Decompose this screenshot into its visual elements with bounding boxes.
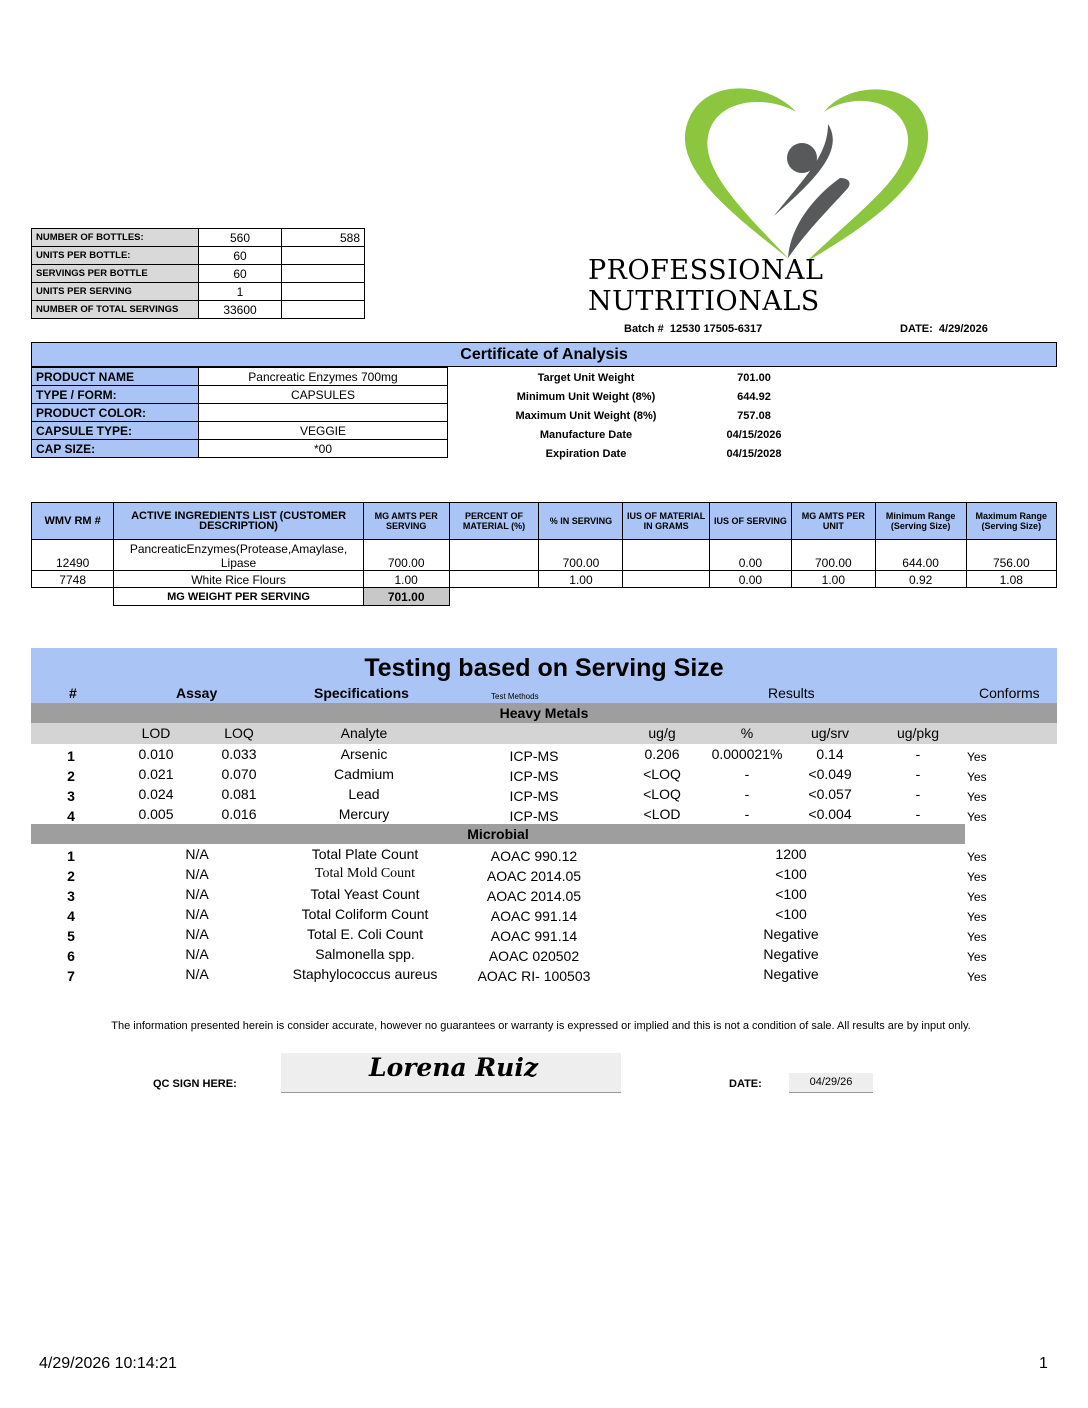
ingredient-cell [449, 571, 539, 588]
micro-assay: N/A [185, 886, 209, 902]
count-value-alt [282, 265, 365, 283]
count-value-alt [282, 301, 365, 319]
spec-value: 757.08 [737, 409, 771, 422]
micro-conf: Yes [967, 970, 987, 984]
ingredient-cell: White Rice Flours [114, 571, 363, 588]
product-value: CAPSULES [199, 386, 448, 404]
heavy-metals-header: Heavy Metals [31, 703, 1057, 723]
heavy-conf: Yes [967, 810, 987, 824]
heavy-ugg: <LOQ [643, 766, 681, 782]
spec-label: Minimum Unit Weight (8%) [516, 390, 656, 403]
micro-n: 6 [67, 948, 75, 964]
micro-result: 1200 [775, 846, 807, 862]
heavy-ugg: <LOD [643, 806, 681, 822]
heavy-ugpkg: - [915, 766, 921, 782]
col-specifications: Specifications [314, 685, 409, 701]
ingredient-total-row [32, 588, 1057, 606]
mg-weight-value: 701.00 [363, 588, 449, 606]
qc-signature-field[interactable] [281, 1053, 621, 1093]
col-results: Results [768, 685, 815, 701]
heavy-conf: Yes [967, 770, 987, 784]
ingredients-table [31, 502, 1057, 606]
count-label: UNITS PER BOTTLE: [32, 247, 199, 265]
micro-assay: N/A [185, 946, 209, 962]
spec-value: 04/15/2026 [726, 428, 782, 441]
micro-method: AOAC 991.14 [490, 928, 578, 944]
coa-title: Certificate of Analysis [31, 342, 1057, 367]
batch-number: Batch # 12530 17505-6317 [624, 323, 763, 335]
micro-method: AOAC RI- 100503 [477, 968, 591, 984]
brand-name: PROFESSIONAL NUTRITIONALS [588, 255, 824, 317]
heavy-loq: 0.081 [221, 786, 257, 802]
micro-conf: Yes [967, 910, 987, 924]
count-value: 60 [199, 247, 282, 265]
heavy-lod: 0.010 [138, 746, 174, 762]
testing-title: Testing based on Serving Size [364, 654, 724, 682]
micro-result: Negative [763, 946, 819, 962]
ingredient-total-spacer [623, 588, 709, 606]
col-test-methods: Test Methods [491, 692, 539, 701]
micro-spec: Total Coliform Count [301, 906, 429, 922]
ingredient-row [32, 540, 1057, 571]
micro-spec: Salmonella spp. [315, 946, 415, 962]
footer-page-number: 1 [1039, 1355, 1048, 1372]
footer-timestamp: 4/29/2026 10:14:21 [39, 1355, 177, 1372]
heavy-method: ICP-MS [509, 748, 559, 764]
ingredient-header: % IN SERVING [539, 503, 623, 540]
spec-row [462, 425, 798, 444]
microbial-row [31, 844, 1057, 864]
product-value: Pancreatic Enzymes 700mg [199, 368, 448, 386]
ingredient-cell [449, 540, 539, 571]
count-label: NUMBER OF TOTAL SERVINGS [32, 301, 199, 319]
micro-spec: Staphylococcus aureus [292, 966, 438, 982]
ingredient-cell: 7748 [32, 571, 114, 588]
count-row [32, 301, 365, 319]
microbial-row [31, 964, 1057, 984]
heavy-ugg: <LOQ [643, 786, 681, 802]
heavy-metal-row [31, 744, 1057, 764]
heavy-ugpkg: - [915, 746, 921, 762]
micro-conf: Yes [967, 850, 987, 864]
heavy-metals-rows [31, 744, 1057, 824]
col-assay: Assay [176, 685, 218, 701]
ingredient-header: Maximum Range (Serving Size) [966, 503, 1056, 540]
ingredient-header: WMV RM # [32, 503, 114, 540]
product-row [32, 386, 448, 404]
micro-assay: N/A [185, 866, 209, 882]
spec-row [462, 387, 798, 406]
product-row [32, 368, 448, 386]
heavy-ugsrv: <0.049 [808, 766, 852, 782]
micro-assay: N/A [185, 966, 209, 982]
ingredient-header: ACTIVE INGREDIENTS LIST (CUSTOMER DESCRIPTION) [114, 503, 363, 540]
micro-result: Negative [763, 926, 819, 942]
ingredient-total-spacer [792, 588, 876, 606]
product-label: CAPSULE TYPE: [32, 422, 199, 440]
brand-logo [678, 78, 938, 263]
ingredient-header: Minimum Range (Serving Size) [875, 503, 966, 540]
count-row [32, 283, 365, 301]
sign-date-field[interactable]: 04/29/26 [789, 1073, 873, 1093]
product-label: TYPE / FORM: [32, 386, 199, 404]
micro-method: AOAC 991.14 [490, 908, 578, 924]
ingredient-cell: 644.00 [875, 540, 966, 571]
heavy-lod: 0.005 [138, 806, 174, 822]
spec-label: Manufacture Date [539, 428, 633, 441]
heavy-loq: 0.016 [221, 806, 257, 822]
ingredient-total-spacer [539, 588, 623, 606]
micro-n: 2 [67, 868, 75, 884]
product-value [199, 404, 448, 422]
ingredient-cell: 1.00 [539, 571, 623, 588]
product-row [32, 422, 448, 440]
microbial-row [31, 944, 1057, 964]
qc-signature: Lorena Ruiz [369, 1053, 539, 1082]
disclaimer: The information presented herein is consider accurate, however no guarantees or warranty is expressed or implied and this is not a condition of sale. All results are by input only. [111, 1020, 971, 1032]
ingredient-header: PERCENT OF MATERIAL (%) [449, 503, 539, 540]
count-value: 60 [199, 265, 282, 283]
heavy-ugpkg: - [915, 806, 921, 822]
mg-weight-label: MG WEIGHT PER SERVING [114, 588, 363, 606]
count-row [32, 265, 365, 283]
micro-assay: N/A [185, 846, 209, 862]
ingredient-cell: 1.00 [792, 571, 876, 588]
product-label: CAP SIZE: [32, 440, 199, 458]
ingredient-cell: 0.00 [709, 540, 791, 571]
product-info-table [31, 367, 448, 458]
qc-sign-label: QC SIGN HERE: [153, 1078, 237, 1090]
heavy-n: 1 [67, 748, 75, 764]
ingredient-header: IUS OF SERVING [709, 503, 791, 540]
heavy-n: 3 [67, 788, 75, 804]
ingredient-cell: 0.00 [709, 571, 791, 588]
count-value-alt [282, 247, 365, 265]
micro-conf: Yes [967, 950, 987, 964]
spec-value: 04/15/2028 [726, 447, 782, 460]
heavy-pct: 0.000021% [711, 746, 783, 762]
heavy-ugsrv: <0.057 [808, 786, 852, 802]
heavy-analyte: Arsenic [340, 746, 388, 762]
micro-method: AOAC 2014.05 [486, 888, 582, 904]
micro-method: AOAC 990.12 [490, 848, 578, 864]
product-value: VEGGIE [199, 422, 448, 440]
heavy-ugsrv: <0.004 [808, 806, 852, 822]
heavy-pct: - [744, 806, 750, 822]
ingredient-total-spacer [875, 588, 966, 606]
microbial-row [31, 884, 1057, 904]
ingredient-cell: 1.00 [363, 571, 449, 588]
spec-label: Target Unit Weight [537, 371, 635, 384]
spec-label: Expiration Date [545, 447, 627, 460]
product-value: *00 [199, 440, 448, 458]
spec-row [462, 406, 798, 425]
ingredient-cell: 700.00 [363, 540, 449, 571]
ingredient-cell: 1.08 [966, 571, 1056, 588]
heavy-metals-subheader: LOD LOQ Analyte ug/g % ug/srv ug/pkg [31, 723, 1057, 744]
count-label: SERVINGS PER BOTTLE [32, 265, 199, 283]
ingredient-header: MG AMTS PER UNIT [792, 503, 876, 540]
heavy-ugpkg: - [915, 786, 921, 802]
count-value: 33600 [199, 301, 282, 319]
micro-spec: Total Mold Count [314, 866, 416, 881]
micro-spec: Total Yeast Count [310, 886, 420, 902]
micro-spec: Total Plate Count [311, 846, 419, 862]
col-conforms: Conforms [979, 685, 1040, 701]
heavy-loq: 0.070 [221, 766, 257, 782]
heavy-conf: Yes [967, 790, 987, 804]
product-label: PRODUCT COLOR: [32, 404, 199, 422]
testing-section [31, 648, 1057, 984]
ingredient-total-spacer [32, 588, 114, 606]
ingredient-cell [623, 540, 709, 571]
microbial-header: Microbial [31, 824, 965, 844]
heavy-lod: 0.024 [138, 786, 174, 802]
heavy-metal-row [31, 804, 1057, 824]
count-value: 560 [199, 229, 282, 247]
micro-method: AOAC 2014.05 [486, 868, 582, 884]
testing-header [31, 648, 1057, 703]
micro-n: 1 [67, 848, 75, 864]
heavy-analyte: Mercury [338, 806, 390, 822]
micro-method: AOAC 020502 [488, 948, 580, 964]
heavy-method: ICP-MS [509, 788, 559, 804]
micro-conf: Yes [967, 890, 987, 904]
ingredient-cell: 756.00 [966, 540, 1056, 571]
ingredient-header: MG AMTS PER SERVING [363, 503, 449, 540]
product-label: PRODUCT NAME [32, 368, 199, 386]
micro-result: <100 [775, 906, 807, 922]
product-row [32, 440, 448, 458]
heavy-method: ICP-MS [509, 768, 559, 784]
micro-assay: N/A [185, 906, 209, 922]
heavy-analyte: Cadmium [334, 766, 394, 782]
heavy-ugg: 0.206 [644, 746, 680, 762]
count-value-alt [282, 283, 365, 301]
count-value: 1 [199, 283, 282, 301]
heavy-metal-row [31, 784, 1057, 804]
ingredient-cell: PancreaticEnzymes(Protease,Amaylase, Lipase [114, 540, 363, 571]
heavy-pct: - [744, 786, 750, 802]
micro-n: 4 [67, 908, 75, 924]
micro-result: <100 [775, 886, 807, 902]
ingredient-cell: 0.92 [875, 571, 966, 588]
product-row [32, 404, 448, 422]
spec-value: 644.92 [737, 390, 771, 403]
col-num: # [69, 685, 77, 701]
ingredient-total-spacer [709, 588, 791, 606]
count-label: NUMBER OF BOTTLES: [32, 229, 199, 247]
heavy-metal-row [31, 764, 1057, 784]
micro-conf: Yes [967, 870, 987, 884]
ingredient-header: IUS OF MATERIAL IN GRAMS [623, 503, 709, 540]
bottle-counts-table [31, 228, 365, 319]
spec-row [462, 444, 798, 463]
ingredient-total-spacer [966, 588, 1056, 606]
heart-figure-icon [678, 78, 938, 263]
heavy-n: 4 [67, 808, 75, 824]
ingredient-total-spacer [449, 588, 539, 606]
micro-spec: Total E. Coli Count [307, 926, 423, 942]
count-value-alt: 588 [282, 229, 365, 247]
microbial-row [31, 864, 1057, 884]
ingredient-cell: 700.00 [792, 540, 876, 571]
ingredient-cell: 12490 [32, 540, 114, 571]
microbial-rows [31, 844, 1057, 984]
count-label: UNITS PER SERVING [32, 283, 199, 301]
heavy-analyte: Lead [348, 786, 380, 802]
heavy-conf: Yes [967, 750, 987, 764]
micro-n: 5 [67, 928, 75, 944]
sign-date-label: DATE: [729, 1078, 762, 1090]
ingredient-row [32, 571, 1057, 588]
micro-assay: N/A [185, 926, 209, 942]
count-row [32, 229, 365, 247]
spec-label: Maximum Unit Weight (8%) [515, 409, 657, 422]
micro-result: Negative [763, 966, 819, 982]
count-row [32, 247, 365, 265]
microbial-row [31, 924, 1057, 944]
heavy-loq: 0.033 [221, 746, 257, 762]
unit-weight-specs [462, 368, 798, 463]
heavy-lod: 0.021 [138, 766, 174, 782]
heavy-n: 2 [67, 768, 75, 784]
micro-conf: Yes [967, 930, 987, 944]
spec-row [462, 368, 798, 387]
ingredient-cell: 700.00 [539, 540, 623, 571]
spec-value: 701.00 [737, 371, 771, 384]
microbial-row [31, 904, 1057, 924]
heavy-method: ICP-MS [509, 808, 559, 824]
micro-n: 3 [67, 888, 75, 904]
batch-date: DATE: 4/29/2026 [900, 323, 988, 335]
heavy-pct: - [744, 766, 750, 782]
micro-n: 7 [67, 968, 75, 984]
heavy-ugsrv: 0.14 [816, 746, 844, 762]
ingredient-cell [623, 571, 709, 588]
micro-result: <100 [775, 866, 807, 882]
